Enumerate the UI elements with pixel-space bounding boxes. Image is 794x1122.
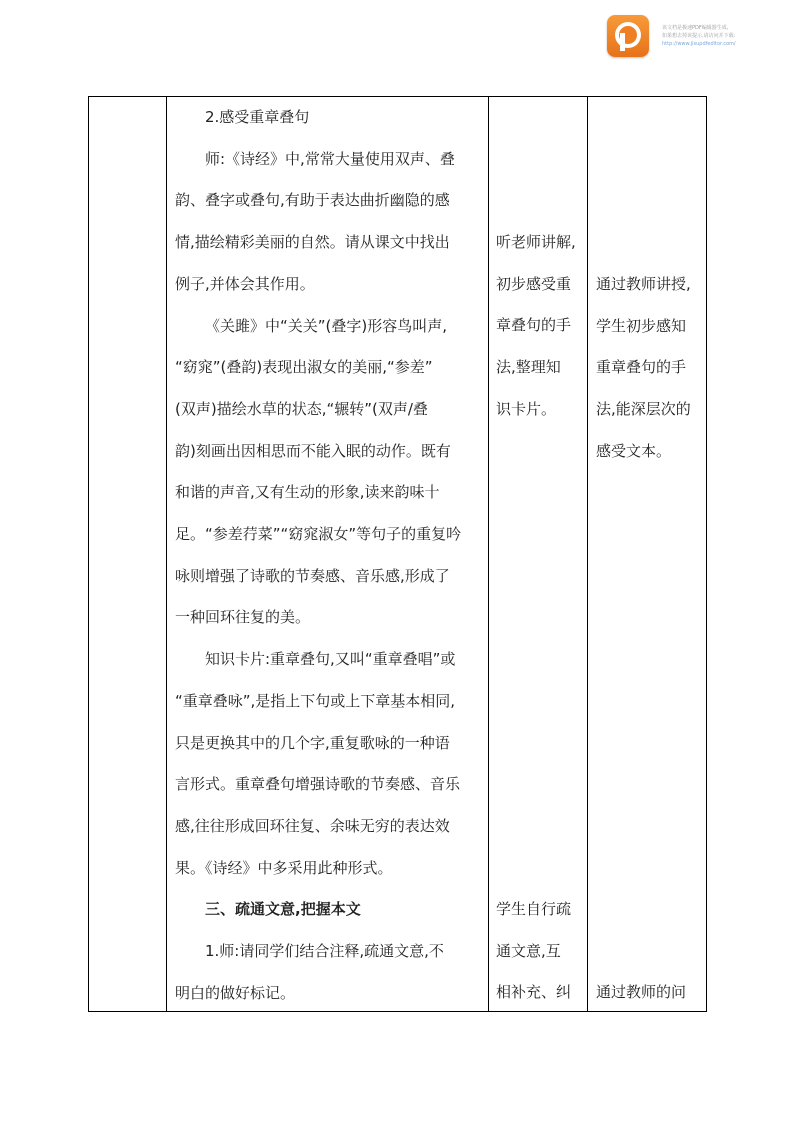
paragraph-line: 一种回环往复的美。 [175, 608, 311, 627]
paragraph-line: 师:《诗经》中,常常大量使用双声、叠 [205, 149, 455, 168]
student-line: 学生自行疏 [496, 900, 572, 918]
student-line: 法,整理知 [496, 358, 561, 377]
paragraph-line: 果。《诗经》中多采用此种形式。 [175, 858, 393, 877]
paragraph-line: 《关雎》中“关关”(叠字)形容鸟叫声, [205, 316, 448, 335]
column-divider [166, 97, 167, 1011]
student-line: 通文意,互 [496, 941, 561, 960]
paragraph-line: 咏则增强了诗歌的节奏感、音乐感,形成了 [175, 566, 450, 585]
paragraph-line: (双声)描绘水草的状态,“辗转”(双声/叠 [175, 399, 428, 418]
design-purpose-cell [596, 972, 706, 1014]
section-heading: 2.感受重章叠句 [205, 108, 310, 126]
paragraph-line: 足。“参差荇菜”“窈窕淑女”等句子的重复吟 [175, 525, 462, 544]
watermark-line: 该文档是极速PDF编辑器生成, [662, 25, 729, 31]
purpose-line: 法,能深层次的 [596, 400, 691, 419]
purpose-line: 通过教师讲授, [596, 275, 691, 293]
paragraph-line: 知识卡片:重章叠句,又叫“重章叠唱”或 [205, 650, 456, 669]
teacher-activity-cell [175, 97, 481, 1014]
watermark-text [662, 24, 782, 48]
paragraph-line: 和谐的声音,又有生动的形象,读来韵味十 [175, 483, 440, 502]
student-line: 相补充、纠 [496, 983, 572, 1002]
watermark-line: 如果想去掉该提示,请访问并下载: [662, 33, 736, 39]
student-activity-cell [496, 889, 586, 1014]
column-divider [488, 97, 489, 1011]
purpose-line: 感受文本。 [596, 441, 672, 460]
pdf-editor-logo [607, 15, 649, 57]
section-heading: 三、疏通文意,把握本文 [205, 900, 361, 919]
paragraph-line: 只是更换其中的几个字,重复歌咏的一种语 [175, 733, 450, 752]
paragraph-line: 例子,并体会其作用。 [175, 274, 315, 293]
column-divider [587, 97, 588, 1011]
lesson-table [88, 96, 707, 1012]
purpose-line: 学生初步感知 [596, 316, 687, 335]
student-line: 章叠句的手 [496, 316, 572, 335]
paragraph-line: 韵)刻画出因相思而不能入眠的动作。既有 [175, 441, 451, 460]
student-line: 识卡片。 [496, 399, 557, 418]
p-logo-icon [607, 15, 649, 57]
student-activity-cell [496, 222, 586, 431]
paragraph-line: 情,描绘精彩美丽的自然。请从课文中找出 [175, 233, 450, 252]
watermark-url: http://www.jisupdfeditor.com/ [662, 41, 736, 47]
paragraph-line: 1.师:请同学们结合注释,疏通文意,不 [205, 942, 444, 961]
paragraph-line: 韵、叠字或叠句,有助于表达曲折幽隐的感 [175, 191, 450, 210]
paragraph-line: “重章叠咏”,是指上下句或上下章基本相同, [175, 691, 456, 710]
paragraph-line: 感,往往形成回环往复、余味无穷的表达效 [175, 816, 450, 835]
paragraph-line: 明白的做好标记。 [175, 983, 296, 1002]
paragraph-line: “窈窕”(叠韵)表现出淑女的美丽,“参差” [175, 358, 433, 377]
purpose-line: 通过教师的问 [596, 983, 687, 1001]
paragraph-line: 言形式。重章叠句增强诗歌的节奏感、音乐 [175, 775, 461, 794]
purpose-line: 重章叠句的手 [596, 358, 687, 377]
design-purpose-cell [596, 264, 706, 473]
student-line: 听老师讲解, [496, 233, 576, 251]
student-line: 初步感受重 [496, 274, 572, 293]
